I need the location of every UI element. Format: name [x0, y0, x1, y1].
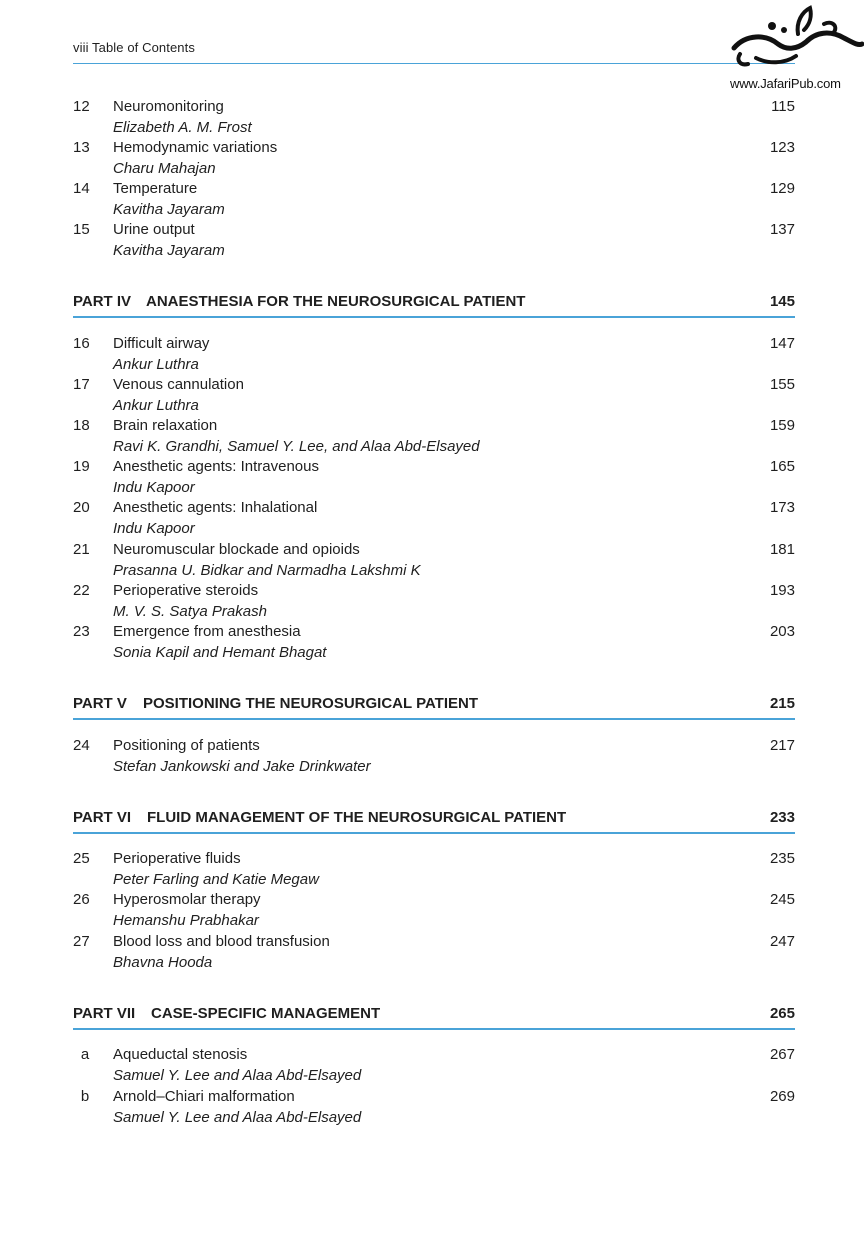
part-title: FLUID MANAGEMENT OF THE NEUROSURGICAL PATIENT [147, 809, 567, 826]
chapter-page: 203 [769, 623, 795, 640]
running-head: viii Table of Contents [73, 40, 195, 55]
part-label: PART IV [73, 293, 132, 310]
chapter-page: 173 [769, 499, 795, 516]
chapter-author: Ankur Luthra [113, 356, 199, 373]
part-rule [73, 718, 795, 720]
chapter-number: 22 [73, 582, 90, 599]
chapter-page: 235 [769, 850, 795, 867]
chapter-author: Indu Kapoor [113, 479, 195, 496]
chapter-number: b [80, 1088, 90, 1105]
chapter-page: 165 [769, 458, 795, 475]
chapter-author: Ankur Luthra [113, 397, 199, 414]
chapter-page: 245 [769, 891, 795, 908]
chapter-title: Hemodynamic variations [113, 139, 278, 156]
chapter-title: Anesthetic agents: Inhalational [113, 499, 318, 516]
part-label: PART VII [73, 1005, 136, 1022]
chapter-number: 24 [73, 737, 90, 754]
chapter-title: Aqueductal stenosis [113, 1046, 248, 1063]
chapter-title: Perioperative steroids [113, 582, 259, 599]
chapter-title: Perioperative fluids [113, 850, 241, 867]
chapter-author: Peter Farling and Katie Megaw [113, 871, 319, 888]
chapter-title: Urine output [113, 221, 195, 238]
chapter-page: 247 [769, 933, 795, 950]
chapter-author: Stefan Jankowski and Jake Drinkwater [113, 758, 371, 775]
part-page: 145 [769, 293, 795, 310]
chapter-page: 147 [769, 335, 795, 352]
chapter-page: 269 [769, 1088, 795, 1105]
calligraphy-logo-icon [726, 4, 864, 76]
part-label: PART V [73, 695, 127, 712]
chapter-page: 155 [769, 376, 795, 393]
chapter-author: Kavitha Jayaram [113, 201, 225, 218]
chapter-author: Bhavna Hooda [113, 954, 213, 971]
chapter-title: Arnold–Chiari malformation [113, 1088, 295, 1105]
logo-text: www.JafariPub.com [730, 76, 841, 91]
chapter-title: Emergence from anesthesia [113, 623, 301, 640]
chapter-page: 115 [771, 98, 795, 115]
part-rule [73, 1028, 795, 1030]
chapter-number: 12 [73, 98, 90, 115]
chapter-number: 14 [73, 180, 90, 197]
chapter-author: Elizabeth A. M. Frost [113, 119, 252, 136]
chapter-title: Difficult airway [113, 335, 210, 352]
chapter-number: 17 [73, 376, 90, 393]
chapter-number: 18 [73, 417, 90, 434]
chapter-title: Neuromuscular blockade and opioids [113, 541, 360, 558]
part-page: 233 [769, 809, 795, 826]
chapter-page: 193 [769, 582, 795, 599]
part-title: POSITIONING THE NEUROSURGICAL PATIENT [143, 695, 479, 712]
header-rule [73, 63, 795, 64]
chapter-title: Positioning of patients [113, 737, 260, 754]
chapter-title: Brain relaxation [113, 417, 218, 434]
chapter-title: Hyperosmolar therapy [113, 891, 261, 908]
chapter-number: 19 [73, 458, 90, 475]
chapter-page: 159 [769, 417, 795, 434]
chapter-number: 23 [73, 623, 90, 640]
part-label: PART VI [73, 809, 132, 826]
chapter-number: 25 [73, 850, 90, 867]
chapter-author: Indu Kapoor [113, 520, 195, 537]
chapter-number: 20 [73, 499, 90, 516]
chapter-number: 27 [73, 933, 90, 950]
part-title: CASE-SPECIFIC MANAGEMENT [151, 1005, 381, 1022]
chapter-author: Prasanna U. Bidkar and Narmadha Lakshmi K [113, 562, 421, 579]
chapter-author: M. V. S. Satya Prakash [113, 603, 267, 620]
chapter-author: Samuel Y. Lee and Alaa Abd-Elsayed [113, 1067, 362, 1084]
chapter-author: Hemanshu Prabhakar [113, 912, 259, 929]
chapter-number: 21 [73, 541, 90, 558]
chapter-title: Blood loss and blood transfusion [113, 933, 330, 950]
publisher-logo [726, 4, 864, 94]
part-rule [73, 832, 795, 834]
chapter-title: Anesthetic agents: Intravenous [113, 458, 319, 475]
chapter-page: 217 [769, 737, 795, 754]
chapter-number: 15 [73, 221, 90, 238]
chapter-author: Samuel Y. Lee and Alaa Abd-Elsayed [113, 1109, 362, 1126]
part-rule [73, 316, 795, 318]
chapter-author: Sonia Kapil and Hemant Bhagat [113, 644, 327, 661]
chapter-page: 181 [769, 541, 795, 558]
chapter-page: 267 [769, 1046, 795, 1063]
chapter-page: 137 [769, 221, 795, 238]
chapter-page: 129 [769, 180, 795, 197]
chapter-number: 13 [73, 139, 90, 156]
chapter-number: a [80, 1046, 90, 1063]
chapter-author: Charu Mahajan [113, 160, 216, 177]
part-page: 215 [769, 695, 795, 712]
part-title: ANAESTHESIA FOR THE NEUROSURGICAL PATIENT [146, 293, 526, 310]
chapter-title: Temperature [113, 180, 198, 197]
part-page: 265 [769, 1005, 795, 1022]
chapter-title: Neuromonitoring [113, 98, 224, 115]
chapter-author: Kavitha Jayaram [113, 242, 225, 259]
chapter-number: 26 [73, 891, 90, 908]
chapter-author: Ravi K. Grandhi, Samuel Y. Lee, and Alaa Abd-Elsayed [113, 438, 480, 455]
chapter-page: 123 [769, 139, 795, 156]
chapter-title: Venous cannulation [113, 376, 244, 393]
chapter-number: 16 [73, 335, 90, 352]
